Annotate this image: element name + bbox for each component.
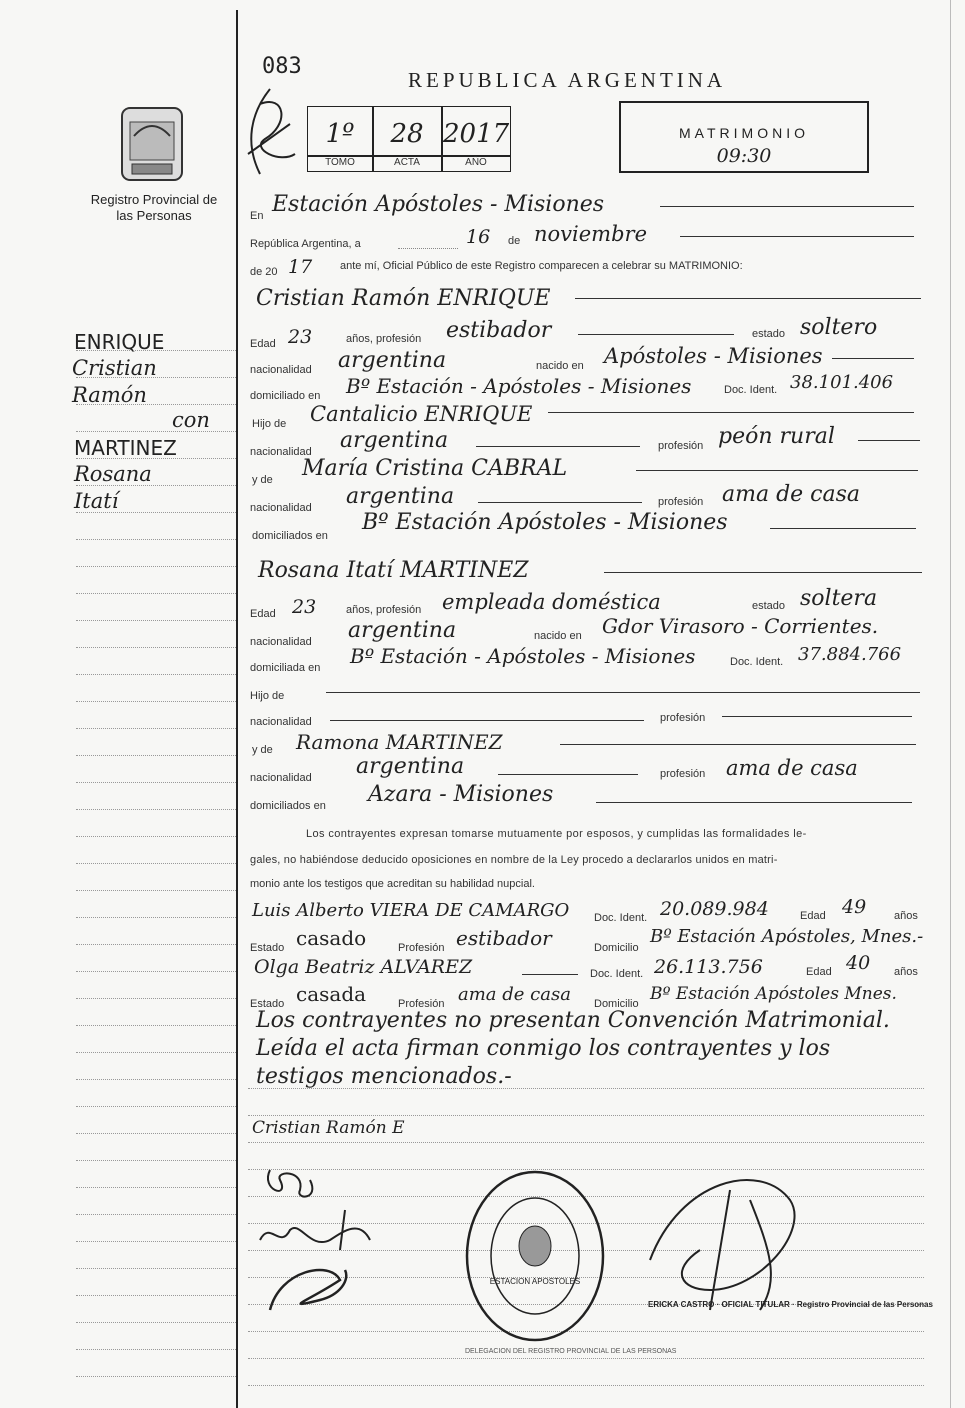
testigo1-edad: 49 <box>842 896 867 918</box>
testigo1-domicilio: Bº Estación Apóstoles, Mnes.- <box>650 926 924 947</box>
margin-ruled-line <box>76 404 236 405</box>
c2-edad-label: Edad <box>250 608 276 620</box>
margin-ruled-line <box>76 1268 236 1269</box>
tomo-label: TOMO <box>325 157 355 168</box>
t2-anios-label: años <box>894 966 918 978</box>
c2-nacido: Gdor Virasoro - Corrientes. <box>602 614 879 638</box>
en-label: En <box>250 210 264 222</box>
comparecen-text: ante mí, Oficial Público de este Registro comparecen a celebrar su MATRIMONIO: <box>340 260 743 272</box>
c2-madre-nac: argentina <box>356 754 465 779</box>
record-time: 09:30 <box>716 145 772 167</box>
margin-ruled-line <box>76 1160 236 1161</box>
stamp-ring-text: DELEGACION DEL REGISTRO PROVINCIAL DE LAS PERSONAS <box>465 1348 677 1355</box>
margin-ruled-line <box>76 1133 236 1134</box>
c1-nac-label: nacionalidad <box>250 364 312 376</box>
testigo2-edad: 40 <box>846 952 871 974</box>
c1-padres-domicilio: Bº Estación Apóstoles - Misiones <box>362 510 728 535</box>
t1-profesion-label: Profesión <box>398 942 445 954</box>
record-type: MATRIMONIO <box>679 125 809 141</box>
margin-ruled-line <box>76 1187 236 1188</box>
de20-label: de 20 <box>250 266 278 278</box>
testigo2-nombre: Olga Beatriz ALVAREZ <box>254 956 473 978</box>
registry-name: Registro Provincial de las Personas <box>90 192 218 223</box>
c1-padre: Cantalicio ENRIQUE <box>310 402 533 426</box>
margin-ruled-line <box>76 1241 236 1242</box>
c2-madre-prof: ama de casa <box>726 756 858 780</box>
c1-nacido: Apóstoles - Misiones <box>604 344 823 368</box>
signature-scribbles <box>250 1160 410 1330</box>
testigo1-nombre: Luis Alberto VIERA DE CAMARGO <box>252 900 570 921</box>
c1-padre-prof-label: profesión <box>658 440 704 452</box>
c1-madre-prof: ama de casa <box>722 482 861 507</box>
contrayente1-nombre: Cristian Ramón ENRIQUE <box>256 286 551 311</box>
testigo1-estado: casado <box>296 926 367 950</box>
c2-nacionalidad: argentina <box>348 618 457 643</box>
republica-label: República Argentina, a <box>250 238 361 250</box>
c1-madre-nac: argentina <box>346 484 455 509</box>
folio-number: 083 <box>262 54 302 79</box>
c1-yde-label: y de <box>252 474 273 486</box>
margin-ruled-line <box>76 701 236 702</box>
c2-estado-label: estado <box>752 600 786 612</box>
margin-ruled-line <box>76 620 236 621</box>
c1-estado: soltero <box>800 315 878 340</box>
c2-profesion: empleada doméstica <box>442 590 661 614</box>
margin-name-1: ENRIQUE <box>74 330 165 354</box>
margin-name-5: MARTINEZ <box>74 436 177 460</box>
c2-madre-prof-label: profesión <box>660 768 706 780</box>
c1-edad-label: Edad <box>250 338 276 350</box>
margin-ruled-line <box>76 458 236 459</box>
margin-name-2: Cristian <box>72 356 157 380</box>
official-signature <box>640 1160 840 1320</box>
c2-madre: Ramona MARTINEZ <box>296 730 503 754</box>
note-line-2: Leída el acta firman conmigo los contrayentes y los <box>256 1036 831 1061</box>
legal-text-2: gales, no habiéndose deducido oposiciones en nombre de la Ley procedo a declararlos unidos en matri- <box>250 854 778 866</box>
c2-padres-domicilio: Azara - Misiones <box>368 782 554 807</box>
testigo2-estado: casada <box>296 982 367 1006</box>
c1-doc: 38.101.406 <box>790 372 894 393</box>
margin-ruled-line <box>76 1376 236 1377</box>
right-edge <box>950 0 951 1408</box>
note-line-1: Los contrayentes no presentan Convención Matrimonial. <box>256 1008 890 1033</box>
c2-nacido-label: nacido en <box>534 630 582 642</box>
c2-padre-prof-label: profesión <box>660 712 706 724</box>
lugar-value: Estación Apóstoles - Misiones <box>272 192 605 217</box>
record-type-box <box>619 101 869 173</box>
c2-doc: 37.884.766 <box>798 644 902 665</box>
tomo-value: 1º <box>325 119 355 149</box>
acta-label: ACTA <box>394 157 420 168</box>
body-ruled-line <box>248 1115 924 1116</box>
c1-madre-nac-label: nacionalidad <box>250 502 312 514</box>
margin-ruled-line <box>76 998 236 999</box>
margin-ruled-line <box>76 1106 236 1107</box>
margin-ruled-line <box>76 863 236 864</box>
margin-ruled-line <box>76 890 236 891</box>
contrayente2-nombre: Rosana Itatí MARTINEZ <box>258 558 529 583</box>
c1-madre: María Cristina CABRAL <box>302 456 568 481</box>
country-title: REPUBLICA ARGENTINA <box>408 68 727 92</box>
c2-domiciliada-label: domiciliada en <box>250 662 321 674</box>
testigo1-profesion: estibador <box>456 926 552 950</box>
dia-value: 16 <box>466 226 491 248</box>
note-line-3: testigos mencionados.- <box>256 1064 512 1089</box>
registry-stamp <box>460 1166 610 1346</box>
margin-ruled-line <box>76 431 236 432</box>
provincial-seal-logo <box>120 106 184 182</box>
c2-edad: 23 <box>292 596 317 618</box>
c2-domiciliados-label: domiciliados en <box>250 800 326 812</box>
legal-text-3: monio ante los testigos que acreditan su habilidad nupcial. <box>250 878 535 890</box>
c2-doc-label: Doc. Ident. <box>730 656 784 668</box>
c1-padre-prof: peón rural <box>718 424 835 449</box>
anio-corto-value: 17 <box>288 256 313 278</box>
t1-doc-label: Doc. Ident. <box>594 912 648 924</box>
anio-value: 2017 <box>443 119 510 149</box>
margin-ruled-line <box>76 1025 236 1026</box>
c1-anios-label: años, profesión <box>346 333 422 345</box>
testigo2-doc: 26.113.756 <box>654 956 763 978</box>
c1-estado-label: estado <box>752 328 786 340</box>
official-stamp-text: ERICKA CASTRO · OFICIAL TITULAR · Registro Provincial de las Personas <box>648 1300 933 1309</box>
margin-ruled-line <box>76 971 236 972</box>
margin-ruled-line <box>76 485 236 486</box>
c2-padre-nac-label: nacionalidad <box>250 716 312 728</box>
margin-ruled-line <box>76 593 236 594</box>
t2-profesion-label: Profesión <box>398 998 445 1010</box>
margin-ruled-line <box>76 566 236 567</box>
c1-domiciliados-label: domiciliados en <box>252 530 328 542</box>
c1-padre-nac: argentina <box>340 428 449 453</box>
body-ruled-line <box>248 1088 924 1089</box>
margin-ruled-line <box>76 350 236 351</box>
margin-name-7: Itatí <box>74 489 119 513</box>
margin-divider <box>236 10 238 1408</box>
t1-anios-label: años <box>894 910 918 922</box>
c2-yde-label: y de <box>252 744 273 756</box>
t1-estado-label: Estado <box>250 942 285 954</box>
c1-profesion: estibador <box>446 318 552 343</box>
margin-ruled-line <box>76 917 236 918</box>
margin-ruled-line <box>76 728 236 729</box>
margin-ruled-line <box>76 836 236 837</box>
margin-ruled-line <box>76 944 236 945</box>
c1-nacido-label: nacido en <box>536 360 584 372</box>
legal-text-1: Los contrayentes expresan tomarse mutuamente por esposos, y cumplidas las formalidades le- <box>306 828 807 840</box>
c1-domiciliado-label: domiciliado en <box>250 390 321 402</box>
margin-ruled-line <box>76 647 236 648</box>
mes-value: noviembre <box>534 222 647 246</box>
body-ruled-line <box>248 1385 924 1386</box>
acta-value: 28 <box>390 119 424 149</box>
c1-madre-prof-label: profesión <box>658 496 704 508</box>
stamp-center-text: ESTACION APOSTOLES <box>489 1277 581 1286</box>
margin-name-4: con <box>172 408 210 432</box>
c1-edad: 23 <box>288 326 313 348</box>
t1-domicilio-label: Domicilio <box>594 942 639 954</box>
t1-edad-label: Edad <box>800 910 826 922</box>
margin-ruled-line <box>76 755 236 756</box>
c1-domicilio: Bº Estación - Apóstoles - Misiones <box>346 374 692 398</box>
margin-name-3: Ramón <box>72 383 147 407</box>
margin-ruled-line <box>76 1322 236 1323</box>
testigo2-domicilio: Bº Estación Apóstoles Mnes. <box>650 984 897 1004</box>
body-ruled-line <box>248 1142 924 1143</box>
margin-ruled-line <box>76 1079 236 1080</box>
margin-ruled-line <box>76 1295 236 1296</box>
t2-domicilio-label: Domicilio <box>594 998 639 1010</box>
c2-estado: soltera <box>800 586 878 611</box>
body-ruled-line <box>248 1358 924 1359</box>
c1-hijo-label: Hijo de <box>252 418 287 430</box>
initials-signature <box>240 84 302 184</box>
anio-label: AÑO <box>465 157 487 168</box>
margin-ruled-line <box>76 512 236 513</box>
margin-ruled-line <box>76 809 236 810</box>
margin-ruled-line <box>76 1349 236 1350</box>
margin-ruled-line <box>76 377 236 378</box>
de-label: de <box>508 235 521 247</box>
c2-madre-nac-label: nacionalidad <box>250 772 312 784</box>
margin-ruled-line <box>76 1214 236 1215</box>
t2-estado-label: Estado <box>250 998 285 1010</box>
margin-ruled-line <box>76 539 236 540</box>
t2-doc-label: Doc. Ident. <box>590 968 644 980</box>
c2-anios-label: años, profesión <box>346 604 422 616</box>
testigo2-profesion: ama de casa <box>458 984 571 1005</box>
margin-ruled-line <box>76 1052 236 1053</box>
testigo1-doc: 20.089.984 <box>660 898 769 920</box>
margin-ruled-line <box>76 674 236 675</box>
c2-nac-label: nacionalidad <box>250 636 312 648</box>
t2-edad-label: Edad <box>806 966 832 978</box>
c1-padre-nac-label: nacionalidad <box>250 446 312 458</box>
c2-domicilio: Bº Estación - Apóstoles - Misiones <box>350 644 696 668</box>
margin-ruled-line <box>76 782 236 783</box>
firma-contrayente1: Cristian Ramón E <box>252 1118 405 1138</box>
c2-hijo-label: Hijo de <box>250 690 285 702</box>
margin-name-6: Rosana <box>74 462 152 486</box>
tomo-acta-anio-box <box>307 106 511 172</box>
c1-nacionalidad: argentina <box>338 348 447 373</box>
c1-doc-label: Doc. Ident. <box>724 384 778 396</box>
